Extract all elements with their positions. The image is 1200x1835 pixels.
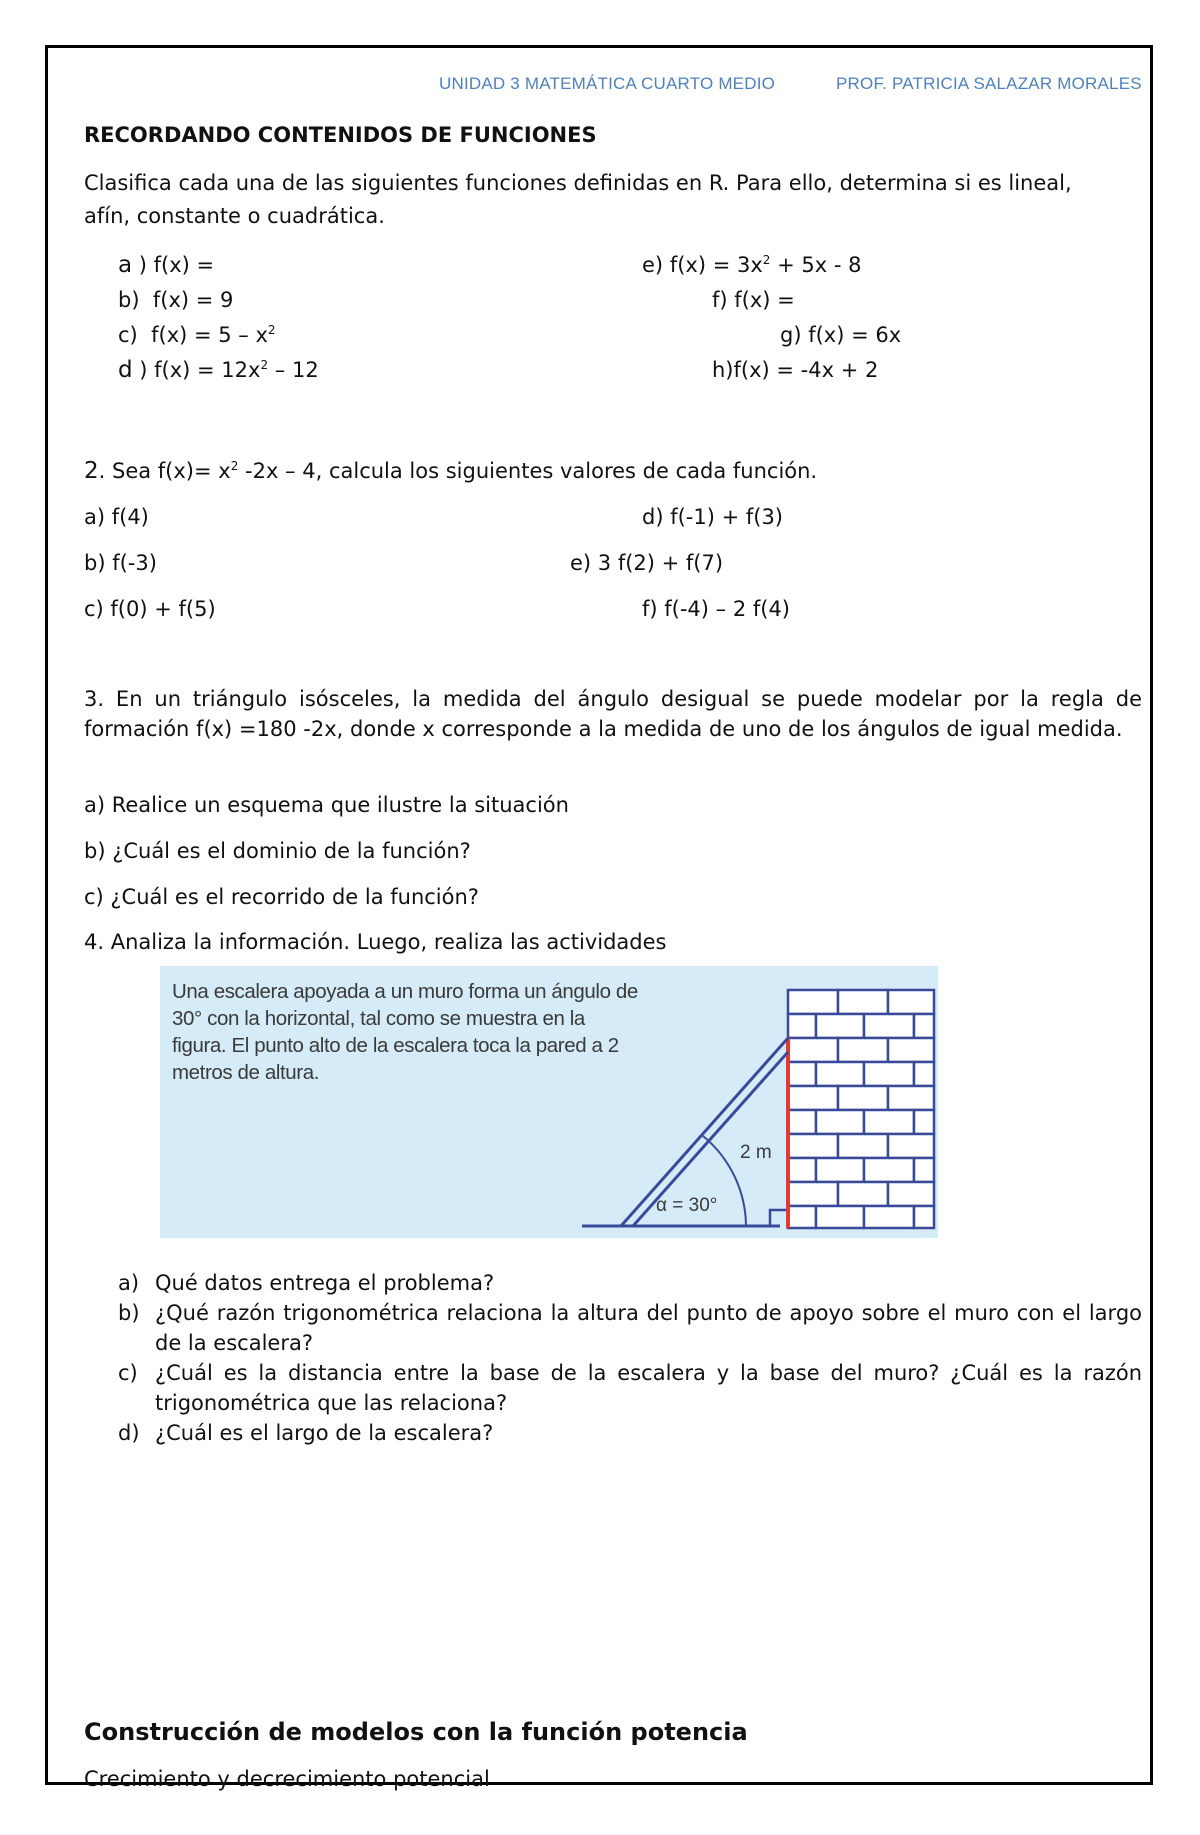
item-2d: d) f(-1) + f(3)	[642, 505, 784, 529]
item-1a: a ) f(x) =	[118, 252, 215, 278]
item-4c-text: ¿Cuál es la distancia entre la base de la escalera y la base del muro? ¿Cuál es la razón trigonométrica que las relaciona?	[155, 1361, 1142, 1415]
section1-title: RECORDANDO CONTENIDOS DE FUNCIONES	[84, 123, 597, 147]
item-3b: b) ¿Cuál es el dominio de la función?	[84, 839, 471, 863]
item-1c: c) $f(x) = 5 - x^2$	[118, 323, 276, 347]
item-1d: d ) $f(x) = 12x^2 - 12$	[118, 357, 319, 383]
item-2b: b) f(-3)	[84, 551, 157, 575]
item-4a-text: Qué datos entrega el problema?	[155, 1271, 495, 1295]
item-2a: a) f(4)	[84, 505, 149, 529]
item-1f: f) f(x) =	[712, 288, 795, 312]
right-angle-marker	[770, 1210, 786, 1226]
item-3c: c) ¿Cuál es el recorrido de la función?	[84, 885, 479, 909]
section4-title: 4. Analiza la información. Luego, realiza las actividades	[84, 930, 667, 954]
header-teacher: PROF. PATRICIA SALAZAR MORALES	[836, 74, 1142, 93]
item-2c: c) f(0) + f(5)	[84, 597, 216, 621]
height-label: 2 m	[740, 1142, 772, 1163]
section3-text: 3. En un triángulo isósceles, la medida del ángulo desigual se puede modelar por la regla de formación f(x) =180 -2x, donde x corresponde a la medida de uno de los ángulos de igual medida.	[84, 687, 1142, 741]
item-2e: e) 3 f(2) + f(7)	[570, 551, 724, 575]
item-1h: h)f(x) = -4x + 2	[712, 358, 879, 382]
section5-subtitle: Crecimiento y decrecimiento potencial	[84, 1767, 490, 1791]
ladder-diagram	[160, 966, 938, 1238]
item-1g: g) f(x) = 6x	[780, 323, 902, 347]
item-4d-text: ¿Cuál es el largo de la escalera?	[155, 1421, 494, 1445]
section2-prompt: 2. Sea $f(x)= x^2$ -2x – 4, calcula los siguientes valores de cada función.	[84, 458, 818, 484]
item-4b: b)	[118, 1301, 140, 1325]
item-1e: e) $f(x) = 3x^2 + 5x - 8$	[642, 253, 862, 277]
ladder-figure	[160, 966, 938, 1238]
brick-wall	[788, 990, 934, 1228]
item-4c: c)	[118, 1361, 138, 1385]
item-4b-text: ¿Qué razón trigonométrica relaciona la altura del punto de apoyo sobre el muro con el largo de la escalera?	[155, 1301, 1142, 1355]
section5-title: Construcción de modelos con la función potencia	[84, 1718, 748, 1746]
header-unit: UNIDAD 3 MATEMÁTICA CUARTO MEDIO	[439, 74, 776, 93]
item-2f: f) f(-4) – 2 f(4)	[642, 597, 791, 621]
item-3a: a) Realice un esquema que ilustre la situación	[84, 793, 569, 817]
item-4d: d)	[118, 1421, 140, 1445]
item-1b-expr: f(x) = 9	[152, 288, 234, 312]
figure-text: Una escalera apoyada a un muro forma un ángulo de 30° con la horizontal, tal como se muestra en la figura. El punto alto de la escalera toca la pared a 2 metros de altura.	[172, 980, 638, 1084]
section1-instruction: Clasifica cada una de las siguientes funciones definidas en R. Para ello, determina si es lineal, afín, constante o cuadrática.	[84, 171, 1072, 228]
item-4a: a)	[118, 1271, 140, 1295]
item-1b: b) f(x) = 9	[118, 288, 234, 312]
angle-label: α = 30°	[656, 1195, 718, 1216]
